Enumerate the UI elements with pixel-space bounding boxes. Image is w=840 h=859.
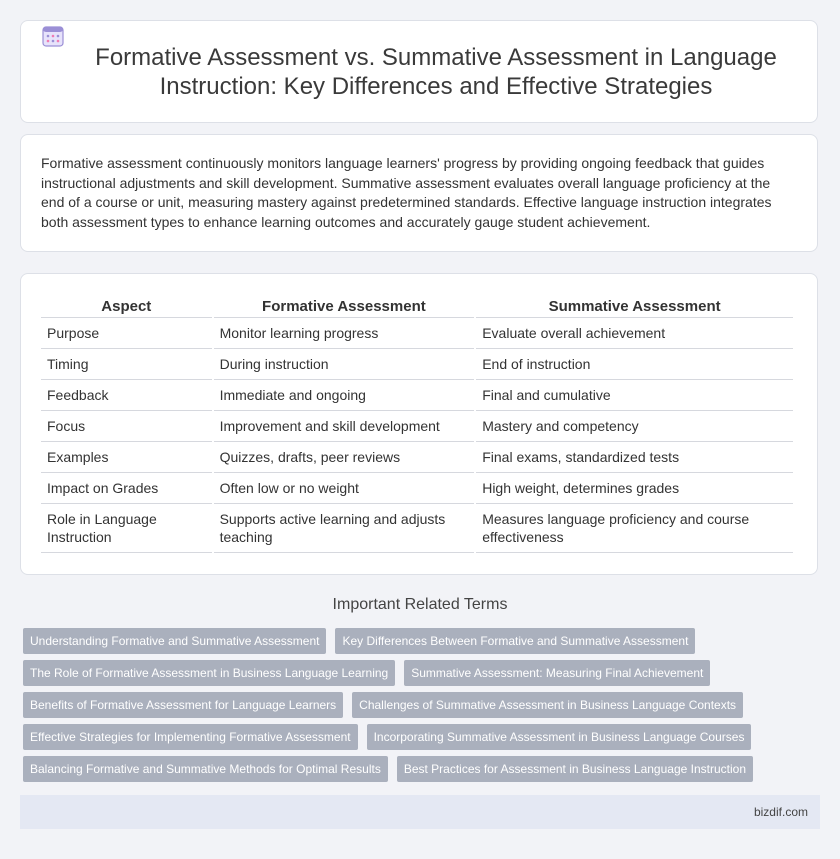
calendar-icon bbox=[42, 25, 64, 47]
table-row bbox=[41, 442, 793, 473]
related-term-tag[interactable]: Effective Strategies for Implementing Formative Assessment bbox=[23, 724, 358, 750]
table-cell-summative: High weight, determines grades bbox=[476, 473, 793, 504]
table-cell-aspect: Role in Language Instruction bbox=[41, 504, 212, 553]
intro-paragraph: Formative assessment continuously monitors language learners' progress by providing ongoing feedback that guides instructional adjustments and skill development. Summative assessment evaluates overall language proficiency at the end of a course or unit, measuring mastery against predetermined standards. Effective language instruction integrates both assessment types to enhance learning outcomes and accurately gauge student achievement. bbox=[41, 155, 772, 230]
table-cell-summative: Measures language proficiency and course effectiveness bbox=[476, 504, 793, 553]
table-cell-summative: Final and cumulative bbox=[476, 380, 793, 411]
footer-site-link[interactable]: bizdif.com bbox=[753, 805, 808, 819]
related-term-tag[interactable]: Incorporating Summative Assessment in Business Language Courses bbox=[367, 724, 752, 750]
title-card bbox=[20, 20, 818, 123]
table-cell-summative: Mastery and competency bbox=[476, 411, 793, 442]
related-terms-list bbox=[23, 628, 823, 782]
table-cell-formative: Quizzes, drafts, peer reviews bbox=[214, 442, 475, 473]
header-aspect: Aspect bbox=[41, 294, 212, 318]
table-cell-summative: End of instruction bbox=[476, 349, 793, 380]
related-term-tag[interactable]: Balancing Formative and Summative Methods for Optimal Results bbox=[23, 756, 388, 782]
table-cell-formative: During instruction bbox=[214, 349, 475, 380]
table-row bbox=[41, 349, 793, 380]
header-formative: Formative Assessment bbox=[214, 294, 475, 318]
related-term-tag[interactable]: Best Practices for Assessment in Business Language Instruction bbox=[397, 756, 753, 782]
table-cell-aspect: Impact on Grades bbox=[41, 473, 212, 504]
table-cell-aspect: Focus bbox=[41, 411, 212, 442]
table-cell-summative: Final exams, standardized tests bbox=[476, 442, 793, 473]
header-summative: Summative Assessment bbox=[476, 294, 793, 318]
related-term-tag[interactable]: Benefits of Formative Assessment for Language Learners bbox=[23, 692, 343, 718]
table-cell-formative: Supports active learning and adjusts teaching bbox=[214, 504, 475, 553]
table-cell-formative: Monitor learning progress bbox=[214, 318, 475, 349]
related-term-tag[interactable]: Challenges of Summative Assessment in Business Language Contexts bbox=[352, 692, 743, 718]
title-wrap bbox=[21, 43, 817, 101]
table-header-row bbox=[41, 294, 793, 318]
table-cell-aspect: Feedback bbox=[41, 380, 212, 411]
table-row bbox=[41, 380, 793, 411]
related-term-tag[interactable]: Understanding Formative and Summative Assessment bbox=[23, 628, 326, 654]
table-row bbox=[41, 504, 793, 553]
table-row bbox=[41, 473, 793, 504]
related-terms-heading: Important Related Terms bbox=[332, 596, 508, 613]
footer bbox=[20, 795, 820, 829]
table-cell-aspect: Examples bbox=[41, 442, 212, 473]
intro-card bbox=[20, 134, 818, 252]
table-cell-summative: Evaluate overall achievement bbox=[476, 318, 793, 349]
table-row bbox=[41, 318, 793, 349]
comparison-table bbox=[39, 294, 795, 553]
table-cell-aspect: Purpose bbox=[41, 318, 212, 349]
table-cell-formative: Often low or no weight bbox=[214, 473, 475, 504]
related-term-tag[interactable]: Key Differences Between Formative and Summative Assessment bbox=[335, 628, 695, 654]
table-cell-aspect: Timing bbox=[41, 349, 212, 380]
related-term-tag[interactable]: The Role of Formative Assessment in Business Language Learning bbox=[23, 660, 395, 686]
table-row bbox=[41, 411, 793, 442]
comparison-table-card bbox=[20, 273, 818, 575]
table-cell-formative: Immediate and ongoing bbox=[214, 380, 475, 411]
related-term-tag[interactable]: Summative Assessment: Measuring Final Achievement bbox=[404, 660, 710, 686]
table-cell-formative: Improvement and skill development bbox=[214, 411, 475, 442]
page-title: Formative Assessment vs. Summative Assessment in Language Instruction: Key Differences and Effective Strategies bbox=[95, 43, 777, 100]
